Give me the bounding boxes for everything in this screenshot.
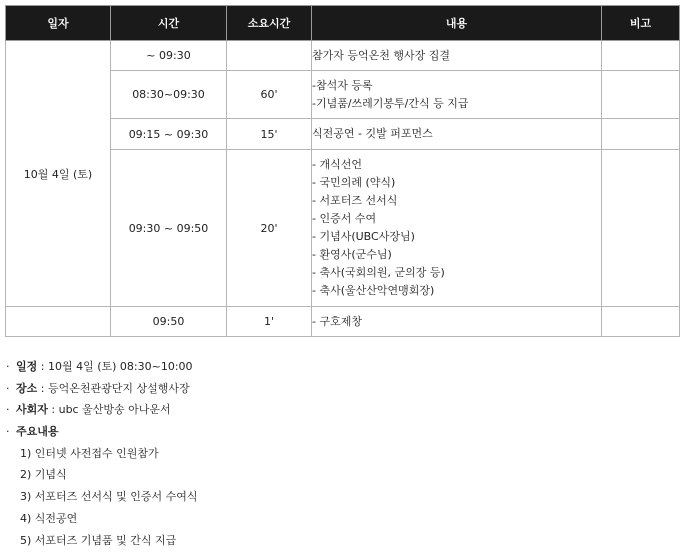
date-cell-empty (6, 307, 111, 337)
bullet: · (6, 403, 10, 417)
content-cell (312, 119, 602, 150)
main-content-label: 주요내용 (16, 425, 59, 439)
time-cell: 09:50 (111, 307, 227, 337)
host-info: · 사회자 : ubc 울산방송 아나운서 (6, 399, 676, 421)
content-line: - 인증서 수여 (312, 212, 377, 225)
main-content-heading (6, 421, 676, 443)
content-line: - 환영사(군수님) (312, 248, 392, 261)
schedule-table (5, 5, 680, 337)
content-line: 식전공연 - 깃발 퍼포먼스 (312, 127, 433, 140)
header-time: 시간 (111, 6, 227, 41)
bullet: · (6, 360, 10, 373)
place-info: · 장소 : 등억온천관광단지 상설행사장 (6, 378, 676, 400)
content-cell (312, 41, 602, 71)
duration-cell (227, 41, 312, 71)
place-label: 장소 (16, 381, 38, 395)
remarks-cell (602, 71, 680, 119)
schedule-info: · 일정 : 10월 4일 (토) 08:30~10:00 (6, 356, 676, 378)
duration-cell: 15' (227, 119, 312, 150)
content-line: -기념품/쓰레기봉투/간식 등 지급 (312, 96, 469, 110)
time-cell: 09:30 ~ 09:50 (111, 150, 227, 307)
content-line: - 서포터즈 선서식 (312, 194, 398, 207)
duration-cell: 20' (227, 150, 312, 307)
content-cell (312, 150, 602, 307)
schedule-label: 일정 (16, 360, 38, 373)
list-item: 4) 식전공연 (20, 511, 78, 525)
content-line: - 개식선언 (312, 158, 362, 171)
remarks-cell (602, 307, 680, 337)
list-item: 1) 인터넷 사전접수 인원참가 (20, 446, 159, 460)
header-date: 일자 (6, 6, 111, 41)
header-content: 내용 (312, 6, 602, 41)
content-line: - 기념사(UBC사장님) (312, 230, 415, 243)
content-line: 참가자 등억온천 행사장 집결 (312, 48, 451, 62)
remarks-cell (602, 119, 680, 150)
duration-cell: 1' (227, 307, 312, 337)
content-line: - 축사(국회의원, 군의장 등) (312, 266, 445, 279)
duration-cell: 60' (227, 71, 312, 119)
header-remarks: 비고 (602, 6, 680, 41)
table-row (6, 307, 680, 337)
bullet: · (6, 381, 10, 395)
time-cell: 08:30~09:30 (111, 71, 227, 119)
list-item: 2) 기념식 (20, 468, 67, 482)
content-cell (312, 307, 602, 337)
content-line: -참석자 등록 (312, 78, 373, 92)
host-value: ubc 울산방송 아나운서 (58, 403, 171, 417)
bullet: · (6, 425, 10, 439)
time-cell: ~ 09:30 (111, 41, 227, 71)
remarks-cell (602, 41, 680, 71)
event-info (6, 356, 676, 551)
content-line: - 국민의례 (약식) (312, 176, 396, 189)
table-header-row (6, 6, 680, 41)
content-line: - 축사(울산산악연맹회장) (312, 284, 435, 297)
header-duration: 소요시간 (227, 6, 312, 41)
place-value: 등억온천관광단지 상설행사장 (47, 381, 190, 395)
time-cell: 09:15 ~ 09:30 (111, 119, 227, 150)
list-item: 3) 서포터즈 선서식 및 인증서 수여식 (20, 490, 198, 504)
list-item: 5) 서포터즈 기념품 및 간식 지급 (20, 533, 177, 547)
schedule-value: 10월 4일 (토) 08:30~10:00 (47, 360, 193, 373)
content-cell (312, 71, 602, 119)
table-row (6, 41, 680, 71)
host-label: 사회자 (16, 403, 48, 417)
content-line: - 구호제창 (312, 314, 362, 328)
date-cell: 10월 4일 (토) (6, 41, 111, 307)
remarks-cell (602, 150, 680, 307)
